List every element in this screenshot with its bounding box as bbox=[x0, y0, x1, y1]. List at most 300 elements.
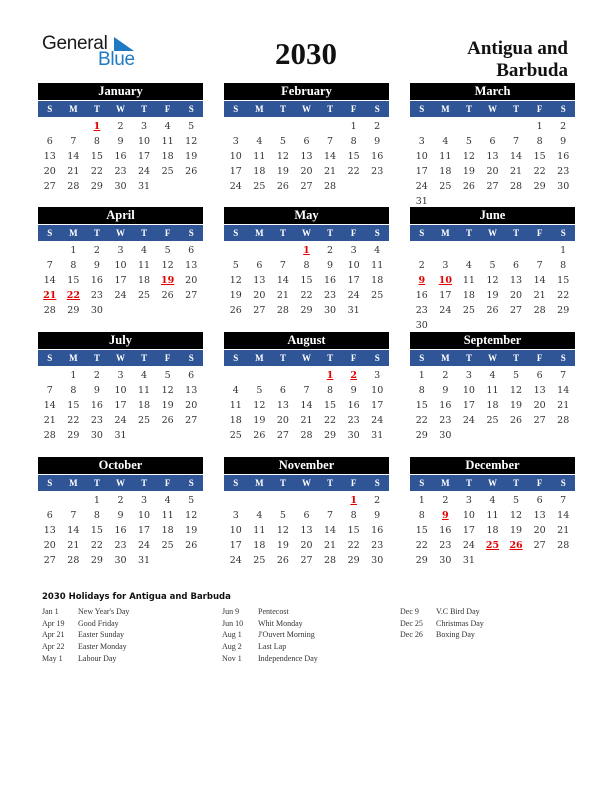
day-cell: 3 bbox=[418, 136, 425, 147]
weekday-label: T bbox=[93, 228, 100, 238]
holiday-name: Whit Monday bbox=[258, 618, 303, 628]
day-cell: 4 bbox=[442, 136, 449, 147]
empty-day-cell bbox=[224, 243, 248, 258]
empty-day-cell bbox=[457, 243, 481, 258]
weekday-label: S bbox=[188, 353, 194, 363]
weekday-header-row bbox=[410, 225, 575, 241]
day-cell: 27 bbox=[486, 181, 499, 192]
day-cell: 11 bbox=[371, 260, 384, 271]
day-cell: 30 bbox=[557, 181, 570, 192]
holiday-item bbox=[42, 606, 129, 618]
day-cell: 15 bbox=[557, 275, 570, 286]
day-cell: 7 bbox=[536, 260, 543, 271]
weekday-header-row bbox=[224, 101, 389, 117]
day-cell: 20 bbox=[533, 525, 546, 536]
day-cell: 4 bbox=[164, 495, 171, 506]
day-cell: 7 bbox=[327, 136, 334, 147]
month-may bbox=[224, 207, 389, 318]
weekday-label: S bbox=[47, 478, 53, 488]
day-cell: 5 bbox=[513, 495, 520, 506]
weekday-label: M bbox=[441, 353, 450, 363]
day-cell: 22 bbox=[300, 290, 313, 301]
day-cell: 2 bbox=[93, 370, 100, 381]
weekday-label: T bbox=[513, 478, 520, 488]
day-cell: 28 bbox=[533, 305, 546, 316]
day-cell: 21 bbox=[557, 400, 570, 411]
day-cell: 17 bbox=[138, 151, 151, 162]
day-cell: 12 bbox=[486, 275, 499, 286]
holiday-name: Boxing Day bbox=[436, 630, 475, 640]
holiday-name: Easter Monday bbox=[78, 642, 127, 652]
day-cell: 17 bbox=[229, 166, 242, 177]
day-cell: 29 bbox=[415, 430, 428, 441]
holiday-name: Last Lap bbox=[258, 642, 287, 652]
holiday-name: Labour Day bbox=[78, 653, 117, 663]
month-title: November bbox=[224, 457, 389, 474]
day-cell: 3 bbox=[465, 495, 472, 506]
day-cell: 16 bbox=[415, 290, 428, 301]
day-cell: 26 bbox=[161, 415, 174, 426]
day-cell: 31 bbox=[462, 555, 475, 566]
day-cell: 8 bbox=[536, 136, 543, 147]
day-cell: 8 bbox=[350, 136, 357, 147]
day-cell: 14 bbox=[324, 525, 337, 536]
day-cell: 30 bbox=[371, 555, 384, 566]
day-cell: 16 bbox=[439, 400, 452, 411]
weekday-label: W bbox=[488, 478, 498, 488]
day-cell: 11 bbox=[253, 525, 266, 536]
day-cell: 25 bbox=[138, 290, 151, 301]
days-grid bbox=[38, 368, 203, 443]
day-cell: 1 bbox=[418, 370, 425, 381]
day-cell: 26 bbox=[161, 290, 174, 301]
day-cell: 22 bbox=[533, 166, 546, 177]
month-april bbox=[38, 207, 203, 318]
day-cell: 6 bbox=[188, 370, 195, 381]
month-title: August bbox=[224, 332, 389, 349]
day-cell: 11 bbox=[138, 385, 151, 396]
day-cell: 26 bbox=[276, 181, 289, 192]
weekday-label: W bbox=[302, 353, 312, 363]
holiday-name: J'Ouvert Morning bbox=[258, 630, 315, 640]
days-grid bbox=[38, 119, 203, 194]
weekday-label: S bbox=[47, 353, 53, 363]
day-cell: 5 bbox=[164, 370, 171, 381]
holiday-date: May 1 bbox=[42, 653, 63, 663]
weekday-label: S bbox=[560, 228, 566, 238]
day-cell: 25 bbox=[253, 181, 266, 192]
weekday-label: T bbox=[279, 478, 286, 488]
day-cell: 18 bbox=[138, 400, 151, 411]
day-cell: 14 bbox=[43, 275, 56, 286]
day-cell: 8 bbox=[93, 136, 100, 147]
empty-day-cell bbox=[224, 368, 248, 383]
day-cell: 29 bbox=[67, 305, 80, 316]
weekday-label: M bbox=[69, 353, 78, 363]
day-cell: 25 bbox=[462, 305, 475, 316]
day-cell: 24 bbox=[229, 555, 242, 566]
day-cell: 13 bbox=[43, 151, 56, 162]
weekday-label: S bbox=[419, 104, 425, 114]
weekday-label: M bbox=[255, 104, 264, 114]
weekday-label: S bbox=[560, 104, 566, 114]
day-cell: 29 bbox=[415, 555, 428, 566]
day-cell: 23 bbox=[439, 415, 452, 426]
weekday-label: W bbox=[488, 353, 498, 363]
weekday-label: F bbox=[350, 228, 357, 238]
day-cell: 19 bbox=[253, 415, 266, 426]
day-cell: 19 bbox=[486, 290, 499, 301]
day-cell: 17 bbox=[347, 275, 360, 286]
days-grid bbox=[410, 119, 575, 209]
day-cell: 29 bbox=[300, 305, 313, 316]
month-february bbox=[224, 83, 389, 194]
day-cell: 25 bbox=[161, 540, 174, 551]
holiday-date: Dec 9 bbox=[400, 607, 419, 616]
day-cell: 7 bbox=[303, 385, 310, 396]
day-cell: 22 bbox=[415, 540, 428, 551]
day-cell: 23 bbox=[371, 166, 384, 177]
empty-day-cell bbox=[38, 119, 62, 134]
day-cell: 18 bbox=[371, 275, 384, 286]
day-cell: 15 bbox=[347, 525, 360, 536]
day-cell: 15 bbox=[67, 275, 80, 286]
day-cell: 9 bbox=[374, 510, 381, 521]
day-cell: 16 bbox=[371, 151, 384, 162]
weekday-label: T bbox=[465, 478, 472, 488]
holiday-name: Pentecost bbox=[258, 607, 289, 616]
day-cell: 30 bbox=[114, 555, 127, 566]
holiday-name: New Year's Day bbox=[78, 607, 130, 616]
day-cell: 13 bbox=[533, 510, 546, 521]
day-cell: 19 bbox=[161, 400, 174, 411]
day-cell: 12 bbox=[510, 385, 523, 396]
day-cell: 17 bbox=[138, 525, 151, 536]
day-cell: 4 bbox=[374, 245, 381, 256]
days-grid bbox=[410, 493, 575, 568]
weekday-label: F bbox=[164, 104, 171, 114]
day-cell: 22 bbox=[90, 166, 103, 177]
day-cell: 6 bbox=[188, 245, 195, 256]
day-cell: 12 bbox=[462, 151, 475, 162]
weekday-label: S bbox=[374, 478, 380, 488]
weekday-label: T bbox=[513, 353, 520, 363]
month-title: July bbox=[38, 332, 203, 349]
day-cell: 5 bbox=[279, 510, 286, 521]
day-cell: 24 bbox=[138, 166, 151, 177]
weekday-label: T bbox=[327, 104, 334, 114]
holiday-day-cell: 2 bbox=[350, 370, 357, 381]
day-cell: 4 bbox=[164, 121, 171, 132]
day-cell: 24 bbox=[347, 290, 360, 301]
month-december bbox=[410, 457, 575, 568]
month-title: October bbox=[38, 457, 203, 474]
empty-day-cell bbox=[318, 119, 342, 134]
day-cell: 3 bbox=[350, 245, 357, 256]
day-cell: 14 bbox=[557, 385, 570, 396]
day-cell: 2 bbox=[374, 495, 381, 506]
weekday-label: T bbox=[513, 228, 520, 238]
day-cell: 16 bbox=[114, 525, 127, 536]
day-cell: 4 bbox=[141, 370, 148, 381]
weekday-label: S bbox=[560, 478, 566, 488]
day-cell: 30 bbox=[90, 430, 103, 441]
holiday-day-cell: 10 bbox=[438, 275, 452, 286]
day-cell: 21 bbox=[67, 166, 80, 177]
empty-day-cell bbox=[481, 119, 505, 134]
day-cell: 11 bbox=[486, 385, 499, 396]
day-cell: 11 bbox=[253, 151, 266, 162]
day-cell: 10 bbox=[229, 525, 242, 536]
holiday-date: Jun 9 bbox=[222, 607, 240, 616]
day-cell: 13 bbox=[185, 260, 198, 271]
weekday-label: S bbox=[374, 228, 380, 238]
day-cell: 3 bbox=[232, 136, 239, 147]
weekday-label: T bbox=[141, 228, 148, 238]
weekday-header-row bbox=[38, 350, 203, 366]
day-cell: 29 bbox=[90, 181, 103, 192]
weekday-label: S bbox=[560, 353, 566, 363]
day-cell: 12 bbox=[253, 400, 266, 411]
day-cell: 6 bbox=[46, 510, 53, 521]
weekday-label: S bbox=[419, 353, 425, 363]
day-cell: 10 bbox=[347, 260, 360, 271]
month-title: September bbox=[410, 332, 575, 349]
day-cell: 30 bbox=[90, 305, 103, 316]
empty-day-cell bbox=[38, 243, 62, 258]
empty-day-cell bbox=[434, 243, 458, 258]
weekday-label: T bbox=[465, 228, 472, 238]
day-cell: 11 bbox=[486, 510, 499, 521]
day-cell: 9 bbox=[374, 136, 381, 147]
day-cell: 20 bbox=[43, 166, 56, 177]
holiday-name: Christmas Day bbox=[436, 618, 484, 628]
weekday-label: S bbox=[419, 478, 425, 488]
day-cell: 5 bbox=[256, 385, 263, 396]
day-cell: 24 bbox=[462, 415, 475, 426]
empty-day-cell bbox=[38, 368, 62, 383]
day-cell: 12 bbox=[161, 260, 174, 271]
holiday-item bbox=[222, 641, 318, 653]
weekday-header-row bbox=[410, 475, 575, 491]
weekday-header-row bbox=[410, 101, 575, 117]
day-cell: 2 bbox=[93, 245, 100, 256]
weekday-label: T bbox=[465, 104, 472, 114]
day-cell: 4 bbox=[489, 370, 496, 381]
weekday-label: M bbox=[69, 478, 78, 488]
day-cell: 11 bbox=[138, 260, 151, 271]
day-cell: 1 bbox=[560, 245, 567, 256]
day-cell: 18 bbox=[462, 290, 475, 301]
weekday-label: W bbox=[302, 478, 312, 488]
empty-day-cell bbox=[457, 119, 481, 134]
empty-day-cell bbox=[504, 119, 528, 134]
holiday-date: Aug 1 bbox=[222, 630, 242, 640]
holiday-item bbox=[42, 629, 129, 641]
weekday-label: S bbox=[233, 353, 239, 363]
day-cell: 23 bbox=[557, 166, 570, 177]
holiday-day-cell: 25 bbox=[485, 540, 500, 551]
day-cell: 20 bbox=[253, 290, 266, 301]
day-cell: 16 bbox=[371, 525, 384, 536]
day-cell: 6 bbox=[303, 136, 310, 147]
day-cell: 27 bbox=[510, 305, 523, 316]
day-cell: 8 bbox=[303, 260, 310, 271]
empty-day-cell bbox=[248, 368, 272, 383]
day-cell: 3 bbox=[465, 370, 472, 381]
weekday-label: S bbox=[233, 228, 239, 238]
day-cell: 5 bbox=[513, 370, 520, 381]
day-cell: 14 bbox=[533, 275, 546, 286]
holiday-day-cell: 19 bbox=[161, 275, 175, 286]
day-cell: 29 bbox=[533, 181, 546, 192]
day-cell: 22 bbox=[67, 415, 80, 426]
day-cell: 7 bbox=[279, 260, 286, 271]
weekday-label: F bbox=[164, 228, 171, 238]
day-cell: 20 bbox=[486, 166, 499, 177]
weekday-label: S bbox=[188, 104, 194, 114]
day-cell: 3 bbox=[232, 510, 239, 521]
empty-day-cell bbox=[410, 119, 434, 134]
holiday-date: Jan 1 bbox=[42, 607, 59, 616]
day-cell: 20 bbox=[510, 290, 523, 301]
day-cell: 30 bbox=[324, 305, 337, 316]
weekday-label: M bbox=[69, 104, 78, 114]
month-january bbox=[38, 83, 203, 194]
weekday-label: T bbox=[93, 478, 100, 488]
month-title: March bbox=[410, 83, 575, 100]
day-cell: 12 bbox=[161, 385, 174, 396]
weekday-header-row bbox=[224, 225, 389, 241]
day-cell: 26 bbox=[253, 430, 266, 441]
day-cell: 23 bbox=[415, 305, 428, 316]
day-cell: 9 bbox=[117, 136, 124, 147]
empty-day-cell bbox=[528, 243, 552, 258]
day-cell: 16 bbox=[439, 525, 452, 536]
day-cell: 11 bbox=[439, 151, 452, 162]
month-title: April bbox=[38, 207, 203, 224]
day-cell: 2 bbox=[442, 495, 449, 506]
day-cell: 27 bbox=[43, 181, 56, 192]
empty-day-cell bbox=[271, 243, 295, 258]
day-cell: 15 bbox=[324, 400, 337, 411]
weekday-label: M bbox=[441, 104, 450, 114]
day-cell: 6 bbox=[46, 136, 53, 147]
day-cell: 5 bbox=[164, 245, 171, 256]
day-cell: 15 bbox=[415, 525, 428, 536]
day-cell: 4 bbox=[256, 510, 263, 521]
month-title: January bbox=[38, 83, 203, 100]
empty-day-cell bbox=[248, 493, 272, 508]
day-cell: 31 bbox=[138, 181, 151, 192]
day-cell: 30 bbox=[415, 320, 428, 331]
holiday-date: Aug 2 bbox=[222, 642, 242, 652]
day-cell: 24 bbox=[114, 290, 127, 301]
day-cell: 25 bbox=[253, 555, 266, 566]
day-cell: 20 bbox=[185, 400, 198, 411]
day-cell: 17 bbox=[462, 400, 475, 411]
day-cell: 21 bbox=[533, 290, 546, 301]
day-cell: 10 bbox=[138, 510, 151, 521]
day-cell: 8 bbox=[350, 510, 357, 521]
day-cell: 23 bbox=[114, 166, 127, 177]
day-cell: 28 bbox=[67, 555, 80, 566]
day-cell: 24 bbox=[462, 540, 475, 551]
empty-day-cell bbox=[481, 243, 505, 258]
weekday-header-row bbox=[224, 350, 389, 366]
day-cell: 1 bbox=[536, 121, 543, 132]
empty-day-cell bbox=[248, 243, 272, 258]
day-cell: 22 bbox=[347, 540, 360, 551]
weekday-label: S bbox=[374, 104, 380, 114]
day-cell: 16 bbox=[90, 400, 103, 411]
weekday-header-row bbox=[410, 350, 575, 366]
day-cell: 28 bbox=[43, 305, 56, 316]
day-cell: 27 bbox=[185, 290, 198, 301]
holiday-day-cell: 22 bbox=[66, 290, 80, 301]
weekday-label: W bbox=[116, 353, 126, 363]
day-cell: 13 bbox=[300, 151, 313, 162]
day-cell: 15 bbox=[90, 525, 103, 536]
day-cell: 26 bbox=[185, 166, 198, 177]
day-cell: 2 bbox=[560, 121, 567, 132]
month-june bbox=[410, 207, 575, 333]
weekday-label: T bbox=[141, 478, 148, 488]
day-cell: 28 bbox=[300, 430, 313, 441]
holiday-day-cell: 21 bbox=[43, 290, 57, 301]
day-cell: 24 bbox=[138, 540, 151, 551]
day-cell: 27 bbox=[185, 415, 198, 426]
day-cell: 14 bbox=[43, 400, 56, 411]
holiday-column bbox=[222, 606, 318, 664]
weekday-label: M bbox=[255, 228, 264, 238]
day-cell: 27 bbox=[300, 555, 313, 566]
holiday-date: Dec 26 bbox=[400, 630, 423, 640]
weekday-label: W bbox=[116, 478, 126, 488]
days-grid bbox=[224, 243, 389, 318]
holiday-date: Apr 21 bbox=[42, 630, 65, 640]
day-cell: 16 bbox=[324, 275, 337, 286]
weekday-label: S bbox=[188, 228, 194, 238]
day-cell: 13 bbox=[300, 525, 313, 536]
day-cell: 30 bbox=[347, 430, 360, 441]
day-cell: 18 bbox=[161, 525, 174, 536]
empty-day-cell bbox=[295, 493, 319, 508]
day-cell: 22 bbox=[324, 415, 337, 426]
day-cell: 25 bbox=[371, 290, 384, 301]
day-cell: 26 bbox=[185, 540, 198, 551]
day-cell: 15 bbox=[415, 400, 428, 411]
empty-day-cell bbox=[318, 493, 342, 508]
day-cell: 17 bbox=[114, 275, 127, 286]
day-cell: 22 bbox=[557, 290, 570, 301]
empty-day-cell bbox=[248, 119, 272, 134]
weekday-label: F bbox=[536, 478, 543, 488]
day-cell: 9 bbox=[117, 510, 124, 521]
day-cell: 11 bbox=[229, 400, 242, 411]
day-cell: 8 bbox=[418, 510, 425, 521]
day-cell: 22 bbox=[415, 415, 428, 426]
day-cell: 30 bbox=[439, 430, 452, 441]
holiday-date: Apr 22 bbox=[42, 642, 65, 652]
day-cell: 17 bbox=[415, 166, 428, 177]
holiday-item bbox=[222, 653, 318, 665]
weekday-label: F bbox=[536, 353, 543, 363]
empty-day-cell bbox=[271, 493, 295, 508]
day-cell: 1 bbox=[70, 245, 77, 256]
holiday-date: Jun 10 bbox=[222, 618, 244, 628]
day-cell: 4 bbox=[256, 136, 263, 147]
